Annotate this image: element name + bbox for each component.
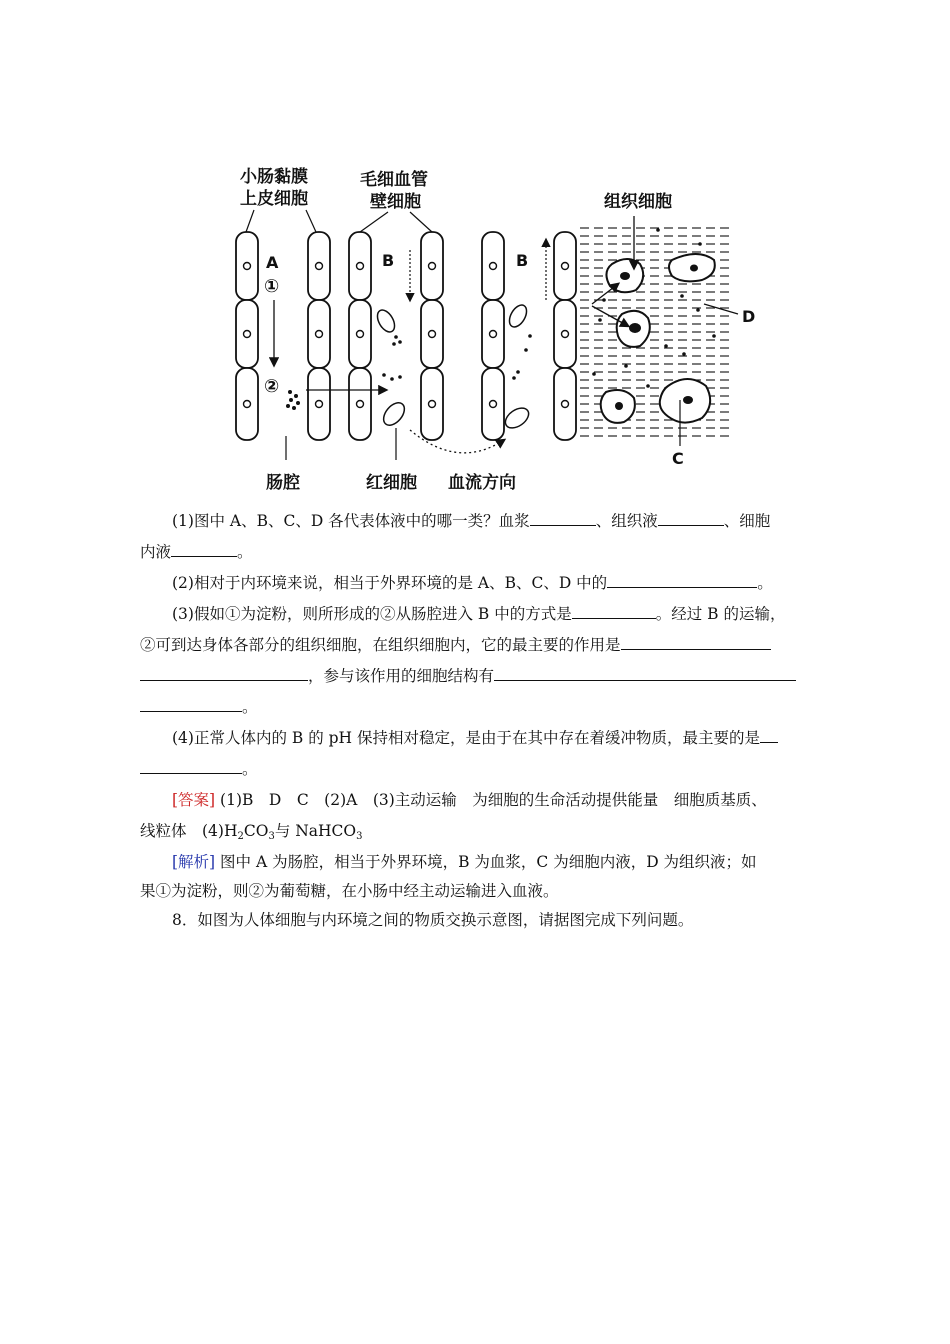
answer-text-2c: 与 NaHCO [274,822,357,840]
q1-text-a: (1)图中 A、B、C、D 各代表体液中的哪一类？血浆 [172,512,530,530]
q3-blank-structure-1[interactable] [494,666,796,681]
label-C: C [672,449,684,468]
q4-text-a: (4)正常人体内的 B 的 pH 保持相对稳定，是由于在其中存在着缓冲物质，最主要的是 [172,729,760,747]
q1-text-e: 。 [237,543,253,561]
label-circle-2: ② [264,376,280,397]
q4-blank-1[interactable] [760,728,778,743]
question-1-line-2 [140,542,812,562]
analysis-text-1: 图中 A 为肠腔，相当于外界环境，B 为血浆，C 为细胞内液，D 为组织液；如 [220,853,757,871]
label-capillary-1: 毛细血管 [360,170,428,190]
label-intestinal-cell-2: 上皮细胞 [240,189,308,209]
q1-text-b: 、组织液 [595,512,658,530]
question-2 [140,573,844,593]
question-3-line-4 [140,697,812,717]
q3-text-d: ，参与该作用的细胞结构有 [308,667,495,685]
q3-text-c: ②可到达身体各部分的组织细胞，在组织细胞内，它的最主要的作用是 [140,636,621,654]
analysis-line-1 [140,852,844,872]
question-1-line-1 [140,511,844,531]
q4-text-b: 。 [242,760,258,778]
q3-text-b: 。经过 B 的运输， [655,605,786,623]
q8-text: 8．如图为人体细胞与内环境之间的物质交换示意图，请据图完成下列问题。 [172,911,694,929]
q3-text-e: 。 [242,698,258,716]
q1-blank-plasma[interactable] [530,511,596,526]
label-B-1: B [382,251,395,270]
q3-blank-method[interactable] [572,604,656,619]
label-intestinal-cell-1: 小肠黏膜 [240,167,308,187]
question-4-line-1 [140,728,844,748]
label-D: D [742,307,756,326]
answer-line-2 [140,821,812,841]
label-B-2: B [516,251,529,270]
label-lumen: 肠腔 [266,473,300,493]
answer-sub-2: 3 [268,831,275,842]
q3-blank-function-2[interactable] [140,666,308,681]
q1-text-c: 、细胞 [723,512,771,530]
q1-blank-intracellular[interactable] [171,542,237,557]
answer-tag: [答案] [172,791,216,809]
label-capillary-2: 壁细胞 [370,192,421,212]
analysis-text-2: 果①为淀粉，则②为葡萄糖，在小肠中经主动运输进入血液。 [140,882,559,900]
analysis-line-2 [140,881,812,901]
q1-blank-tissue-fluid[interactable] [658,511,724,526]
q3-text-a: (3)假如①为淀粉，则所形成的②从肠腔进入 B 中的方式是 [172,605,572,623]
label-rbc: 红细胞 [366,473,417,493]
answer-sub-3: 3 [356,831,363,842]
analysis-tag: [解析] [172,853,216,871]
label-tissue-cell: 组织细胞 [604,192,672,212]
label-flow: 血流方向 [448,473,516,493]
label-A: A [266,253,279,272]
question-3-line-1 [140,604,844,624]
q2-blank[interactable] [607,573,757,588]
q2-text-a: (2)相对于内环境来说，相当于外界环境的是 A、B、C、D 中的 [172,574,608,592]
answer-sub-1: 2 [237,831,244,842]
question-3-line-3 [140,666,812,686]
q4-blank-2[interactable] [140,759,242,774]
answer-text-2b: CO [243,822,269,840]
q3-blank-structure-2[interactable] [140,697,242,712]
question-3-line-2 [140,635,812,655]
answer-line-1 [140,790,844,810]
answer-text-1: (1)B D C (2)A (3)主动运输 为细胞的生命活动提供能量 细胞质基质、 [220,791,767,809]
label-circle-1: ① [264,276,280,297]
q1-text-d: 内液 [140,543,172,561]
question-8 [140,910,844,930]
answer-text-2a: 线粒体 (4)H [140,822,238,840]
q2-text-b: 。 [757,574,773,592]
question-4-line-2 [140,759,812,779]
body-fluid-diagram [228,160,756,500]
q3-blank-function-1[interactable] [621,635,771,650]
